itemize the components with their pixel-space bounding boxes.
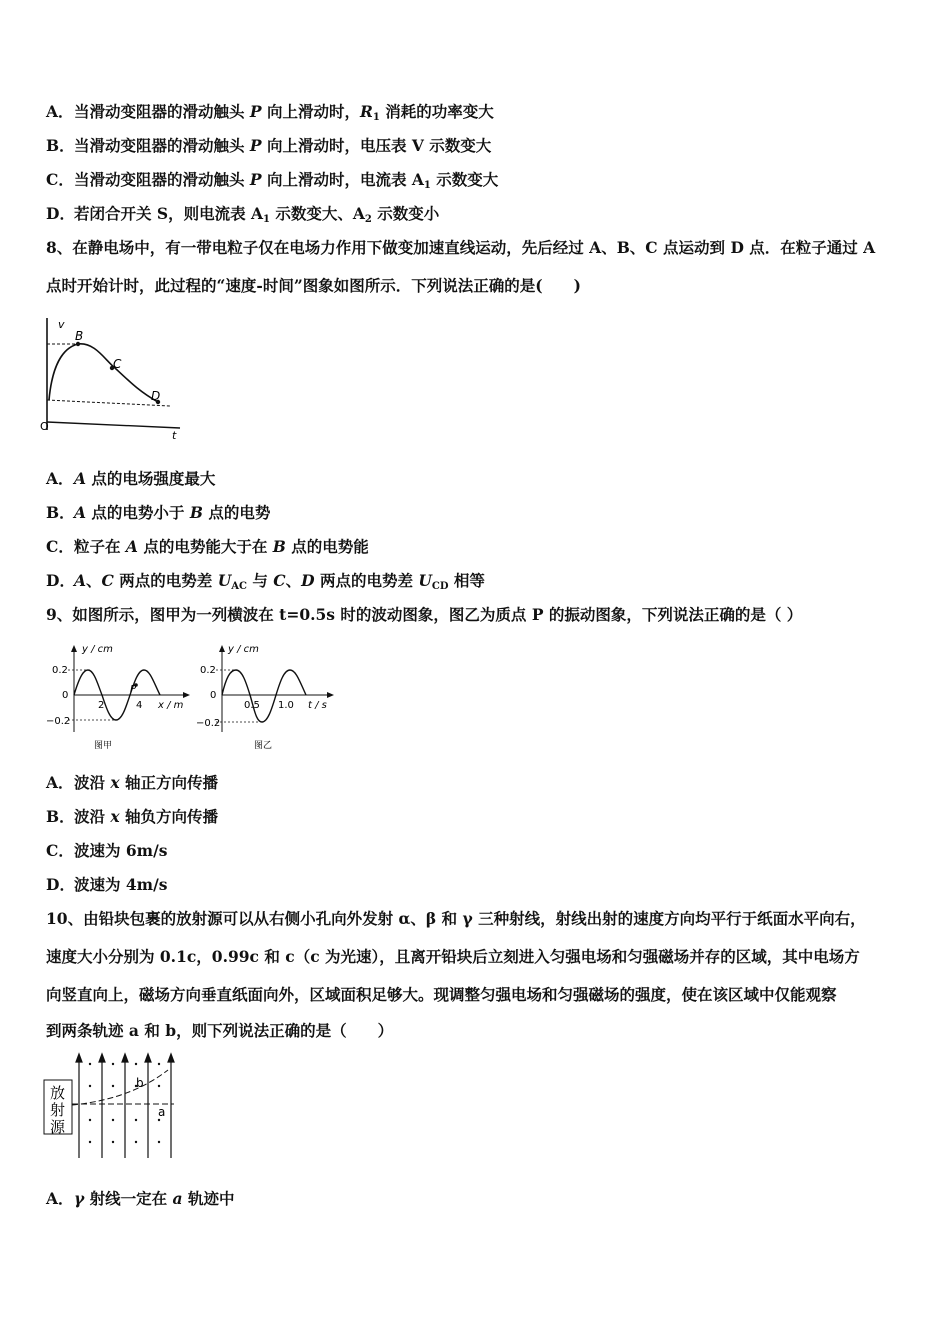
tick-x2: 4: [136, 700, 143, 711]
q7-option-c[interactable]: C．当滑动变阻器的滑动触头 P 向上滑动时，电流表 $A_1$ 示数变大: [46, 170, 499, 191]
t-axis-arrow: [327, 692, 334, 698]
t-label: t: [172, 429, 177, 442]
q8-option-b[interactable]: B．A 点的电势小于 B 点的电势: [46, 503, 271, 522]
b-label: B: [75, 329, 84, 343]
c-label: C: [113, 357, 122, 371]
q8-option-a[interactable]: A．A 点的电场强度最大: [46, 469, 216, 488]
v-label: v: [58, 318, 65, 331]
tick-x1: 2: [98, 700, 105, 711]
tick-top: 0.2: [200, 665, 216, 676]
velocity-curve: [49, 344, 161, 403]
x-label: x / m: [158, 700, 184, 711]
label-b: b: [136, 1076, 144, 1090]
q10-stem-line2: 速度大小分别为 0.1c，0.99c 和 c（c 为光速），且离开铅块后立刻进入匀强电场和匀强磁场并存的区域，其中电场方: [46, 947, 860, 966]
y-label: y / cm: [82, 644, 113, 655]
label-a: a: [158, 1105, 166, 1119]
x-axis-arrow: [183, 692, 190, 698]
q9-option-c[interactable]: C．波速为 6m/s: [46, 841, 168, 860]
q10-radiation-field-figure: [42, 1050, 192, 1162]
q9-figure-vibration: [196, 640, 341, 755]
trajectory-b: [72, 1070, 168, 1105]
vibration-curve: [222, 670, 306, 722]
source-char-2: 射: [50, 1101, 66, 1119]
d-label: D: [151, 389, 161, 403]
q9-option-b[interactable]: B．波沿 x 轴负方向传播: [46, 807, 219, 826]
q8-stem-line1: 8、在静电场中，有一带电粒子仅在电场力作用下做变加速直线运动，先后经过 A、B、C 点运动到 D 点．在粒子通过 A: [46, 238, 876, 257]
q9-figure-wave: [44, 640, 194, 755]
q7-option-a[interactable]: A．当滑动变阻器的滑动触头 P 向上滑动时，$R_1$ 消耗的功率变大: [46, 102, 494, 123]
q9-option-a[interactable]: A．波沿 x 轴正方向传播: [46, 773, 219, 792]
y-axis-arrow: [71, 645, 77, 652]
caption: 图甲: [94, 741, 113, 751]
y-label: y / cm: [228, 644, 259, 655]
q10-stem-line1: 10、由铅块包裹的放射源可以从右侧小孔向外发射 α、β 和 γ 三种射线，射线出射的速度方向均平行于纸面水平向右，: [46, 909, 866, 928]
origin-label: O: [40, 420, 49, 433]
q10-option-a[interactable]: A．γ 射线一定在 a 轨迹中: [46, 1189, 235, 1208]
tick-zero: 0: [210, 690, 217, 701]
p-label: P: [130, 684, 137, 695]
t-axis: [47, 422, 180, 428]
caption: 图乙: [254, 741, 273, 751]
q8-option-c[interactable]: C．粒子在 A 点的电势能大于在 B 点的电势能: [46, 537, 369, 556]
y-axis-arrow: [219, 645, 225, 652]
q8-option-d[interactable]: D．A、C 两点的电势差 $U_{AC}$ 与 C、D 两点的电势差 $U_{CD}$ 相等: [46, 571, 485, 592]
t-label: t / s: [308, 700, 327, 711]
source-char-1: 放: [50, 1084, 66, 1102]
q10-stem-line4: 到两条轨迹 a 和 b，则下列说法正确的是（ ）: [46, 1021, 394, 1040]
tick-x2: 1.0: [278, 700, 294, 711]
q7-option-b[interactable]: B．当滑动变阻器的滑动触头 P 向上滑动时，电压表 V 示数变大: [46, 136, 492, 155]
q9-stem: 9、如图所示，图甲为一列横波在 t=0.5s 时的波动图象，图乙为质点 P 的振动图象，下列说法正确的是（ ）: [46, 605, 803, 624]
q10-stem-line3: 向竖直向上，磁场方向垂直纸面向外，区域面积足够大。现调整匀强电场和匀强磁场的强度，使在该区域中仅能观察: [46, 985, 837, 1004]
q7-option-d[interactable]: D．若闭合开关 S，则电流表 $A_1$ 示数变大、$A_2$ 示数变小: [46, 204, 440, 225]
tick-zero: 0: [62, 690, 69, 701]
tick-bottom: −0.2: [46, 716, 71, 727]
tick-top: 0.2: [52, 665, 68, 676]
q8-stem-line2: 点时开始计时，此过程的“速度-时间”图象如图所示．下列说法正确的是( ): [46, 276, 581, 295]
source-char-3: 源: [50, 1118, 66, 1136]
tick-bottom: −0.2: [196, 718, 221, 729]
tick-x1: 0.5: [244, 700, 260, 711]
q8-velocity-time-graph: [40, 312, 190, 442]
q9-option-d[interactable]: D．波速为 4m/s: [46, 875, 168, 894]
